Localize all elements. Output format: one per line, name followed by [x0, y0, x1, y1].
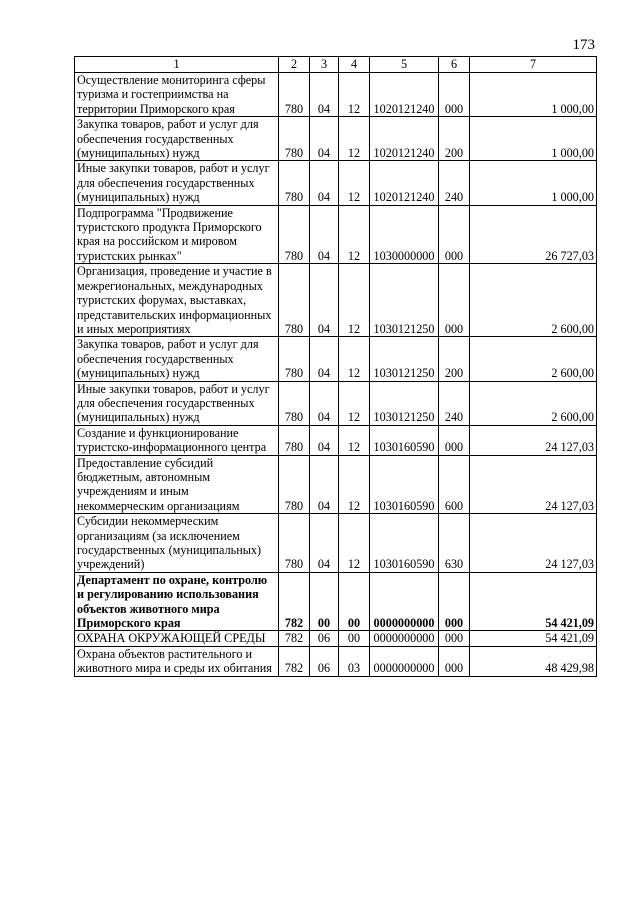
cell-expense-type: 240	[439, 161, 470, 205]
cell-target-article: 0000000000	[370, 646, 439, 676]
cell-target-article: 1030121250	[370, 381, 439, 425]
cell-subsection: 12	[339, 381, 370, 425]
table-row	[75, 205, 597, 264]
cell-subsection: 12	[339, 425, 370, 455]
cell-name: ОХРАНА ОКРУЖАЮЩЕЙ СРЕДЫ	[75, 631, 279, 646]
cell-admin-code: 782	[279, 646, 310, 676]
cell-amount: 1 000,00	[470, 117, 597, 161]
table-row	[75, 572, 597, 631]
cell-section: 04	[310, 337, 339, 381]
cell-admin-code: 782	[279, 572, 310, 631]
cell-amount: 1 000,00	[470, 161, 597, 205]
cell-subsection: 03	[339, 646, 370, 676]
cell-admin-code: 780	[279, 161, 310, 205]
cell-target-article: 1020121240	[370, 117, 439, 161]
cell-name: Закупка товаров, работ и услуг для обеспечения государственных (муниципальных) нужд	[75, 337, 279, 381]
table-row	[75, 264, 597, 337]
cell-amount: 1 000,00	[470, 73, 597, 117]
cell-admin-code: 780	[279, 205, 310, 264]
cell-admin-code: 780	[279, 514, 310, 573]
table-row	[75, 161, 597, 205]
cell-name: Субсидии некоммерческим организациям (за исключением государственных (муниципальных) учреждений)	[75, 514, 279, 573]
cell-section: 04	[310, 264, 339, 337]
table-row	[75, 455, 597, 514]
cell-subsection: 12	[339, 264, 370, 337]
cell-admin-code: 780	[279, 381, 310, 425]
cell-amount: 2 600,00	[470, 337, 597, 381]
cell-expense-type: 000	[439, 205, 470, 264]
cell-expense-type: 000	[439, 572, 470, 631]
cell-target-article: 1030121250	[370, 337, 439, 381]
cell-expense-type: 630	[439, 514, 470, 573]
cell-amount: 24 127,03	[470, 425, 597, 455]
cell-expense-type: 240	[439, 381, 470, 425]
cell-section: 06	[310, 646, 339, 676]
cell-section: 04	[310, 455, 339, 514]
table-row	[75, 514, 597, 573]
cell-admin-code: 780	[279, 264, 310, 337]
cell-section: 06	[310, 631, 339, 646]
cell-target-article: 1030000000	[370, 205, 439, 264]
cell-name: Подпрограмма "Продвижение туристского продукта Приморского края на российском и мировом туристских рынках"	[75, 205, 279, 264]
cell-name: Осуществление мониторинга сферы туризма и гостеприимства на территории Приморского края	[75, 73, 279, 117]
cell-subsection: 12	[339, 455, 370, 514]
cell-section: 04	[310, 425, 339, 455]
cell-expense-type: 200	[439, 337, 470, 381]
cell-target-article: 1030160590	[370, 514, 439, 573]
header-col-6: 6	[439, 57, 470, 73]
cell-name: Предоставление субсидий бюджетным, автономным учреждениям и иным некоммерческим организациям	[75, 455, 279, 514]
page-number: 173	[572, 37, 595, 53]
cell-expense-type: 000	[439, 425, 470, 455]
cell-target-article: 1030121250	[370, 264, 439, 337]
table-row	[75, 646, 597, 676]
cell-amount: 24 127,03	[470, 514, 597, 573]
cell-subsection: 12	[339, 73, 370, 117]
cell-subsection: 12	[339, 117, 370, 161]
cell-amount: 2 600,00	[470, 264, 597, 337]
cell-section: 04	[310, 381, 339, 425]
cell-target-article: 0000000000	[370, 631, 439, 646]
cell-subsection: 12	[339, 161, 370, 205]
header-col-7: 7	[470, 57, 597, 73]
cell-subsection: 12	[339, 337, 370, 381]
cell-name: Создание и функционирование туристско-информационного центра	[75, 425, 279, 455]
header-row	[75, 57, 597, 73]
budget-table	[74, 56, 597, 677]
cell-amount: 54 421,09	[470, 631, 597, 646]
cell-name: Закупка товаров, работ и услуг для обеспечения государственных (муниципальных) нужд	[75, 117, 279, 161]
cell-target-article: 1020121240	[370, 161, 439, 205]
cell-expense-type: 600	[439, 455, 470, 514]
cell-expense-type: 000	[439, 646, 470, 676]
cell-admin-code: 780	[279, 455, 310, 514]
table-row	[75, 73, 597, 117]
cell-name: Иные закупки товаров, работ и услуг для обеспечения государственных (муниципальных) нужд	[75, 381, 279, 425]
cell-expense-type: 000	[439, 631, 470, 646]
cell-subsection: 00	[339, 572, 370, 631]
cell-amount: 54 421,09	[470, 572, 597, 631]
cell-section: 04	[310, 161, 339, 205]
cell-amount: 26 727,03	[470, 205, 597, 264]
cell-expense-type: 000	[439, 73, 470, 117]
cell-name: Охрана объектов растительного и животного мира и среды их обитания	[75, 646, 279, 676]
cell-admin-code: 780	[279, 73, 310, 117]
table-row	[75, 425, 597, 455]
cell-amount: 2 600,00	[470, 381, 597, 425]
header-col-2: 2	[279, 57, 310, 73]
header-col-1: 1	[75, 57, 279, 73]
cell-section: 04	[310, 117, 339, 161]
cell-target-article: 1020121240	[370, 73, 439, 117]
cell-amount: 24 127,03	[470, 455, 597, 514]
cell-name: Организация, проведение и участие в межрегиональных, международных туристских форумах, выставках, представительских информационных и иных мероприятиях	[75, 264, 279, 337]
cell-admin-code: 782	[279, 631, 310, 646]
cell-admin-code: 780	[279, 337, 310, 381]
table-row	[75, 337, 597, 381]
header-col-3: 3	[310, 57, 339, 73]
cell-section: 04	[310, 73, 339, 117]
cell-amount: 48 429,98	[470, 646, 597, 676]
header-col-5: 5	[370, 57, 439, 73]
cell-target-article: 0000000000	[370, 572, 439, 631]
table-row	[75, 381, 597, 425]
cell-admin-code: 780	[279, 117, 310, 161]
cell-expense-type: 200	[439, 117, 470, 161]
table-row	[75, 117, 597, 161]
cell-subsection: 00	[339, 631, 370, 646]
cell-expense-type: 000	[439, 264, 470, 337]
cell-name: Департамент по охране, контролю и регулированию использования объектов животного мира Приморского края	[75, 572, 279, 631]
cell-section: 00	[310, 572, 339, 631]
cell-name: Иные закупки товаров, работ и услуг для обеспечения государственных (муниципальных) нужд	[75, 161, 279, 205]
cell-subsection: 12	[339, 514, 370, 573]
cell-admin-code: 780	[279, 425, 310, 455]
cell-subsection: 12	[339, 205, 370, 264]
cell-target-article: 1030160590	[370, 425, 439, 455]
table-row	[75, 631, 597, 646]
cell-section: 04	[310, 514, 339, 573]
cell-section: 04	[310, 205, 339, 264]
cell-target-article: 1030160590	[370, 455, 439, 514]
table-body	[75, 73, 597, 677]
header-col-4: 4	[339, 57, 370, 73]
